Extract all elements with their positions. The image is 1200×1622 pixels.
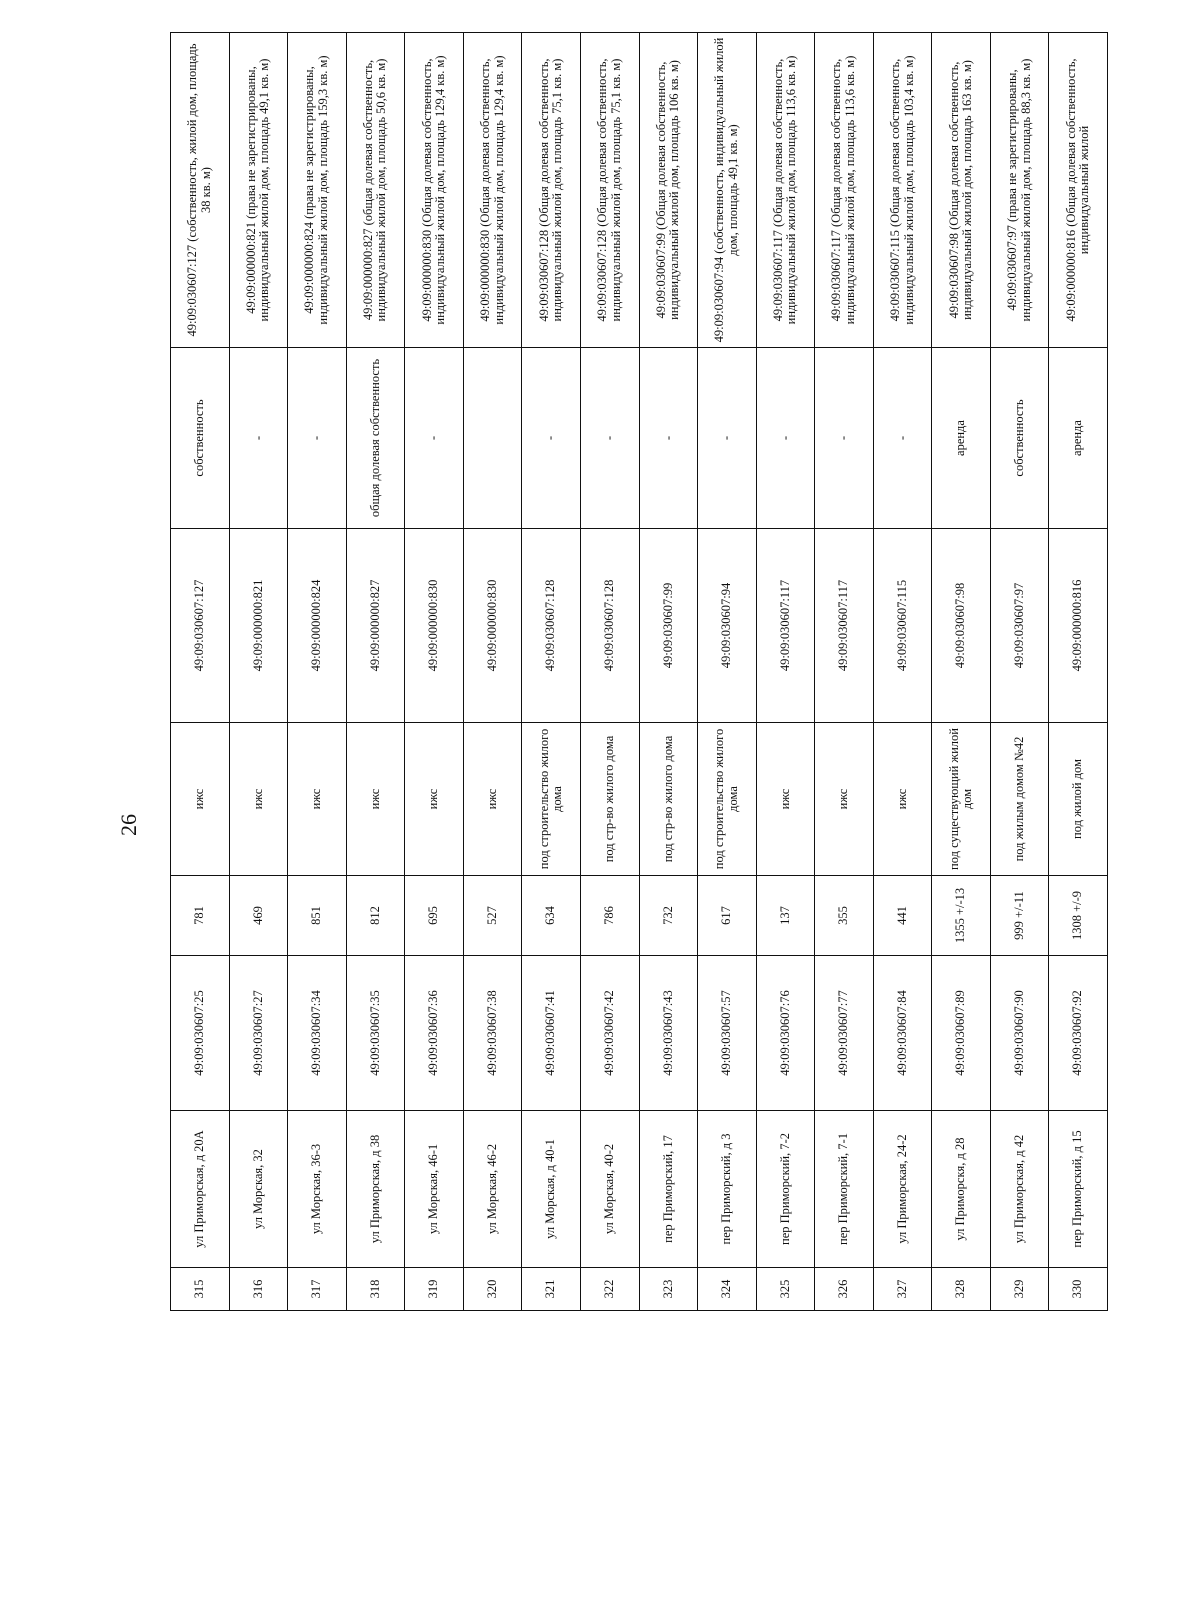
permitted-use-cell: под жилой дом (1049, 723, 1108, 876)
building-number-cell: 49:09:000000:830 (405, 529, 464, 723)
building-number-cell: 49:09:000000:821 (229, 529, 288, 723)
right-type-cell: - (756, 348, 815, 529)
building-info-cell: 49:09:030607:115 (Общая долевая собственность, индивидуальный жилой дом, площадь 103,4 кв. м) (873, 33, 932, 348)
building-info-cell: 49:09:030607:117 (Общая долевая собственность, индивидуальный жилой дом, площадь 113,6 кв. м) (815, 33, 874, 348)
building-info-cell: 49:09:030607:117 (Общая долевая собственность, индивидуальный жилой дом, площадь 113,6 кв. м) (756, 33, 815, 348)
permitted-use-cell: под существующий жилой дом (932, 723, 991, 876)
row-number: 317 (288, 1268, 347, 1311)
table-row (346, 33, 405, 1311)
right-type-cell (463, 348, 522, 529)
building-info-cell: 49:09:030607:128 (Общая долевая собственность, индивидуальный жилой дом, площадь 75,1 кв. м) (522, 33, 581, 348)
permitted-use-cell: под жилым домом №42 (990, 723, 1049, 876)
permitted-use-cell: ижс (463, 723, 522, 876)
permitted-use-cell: ижс (873, 723, 932, 876)
right-type-cell: аренда (1049, 348, 1108, 529)
row-number: 330 (1049, 1268, 1108, 1311)
permitted-use-cell: ижс (405, 723, 464, 876)
address-cell: пер Приморский, д 3 (698, 1111, 757, 1268)
row-number: 318 (346, 1268, 405, 1311)
permitted-use-cell: ижс (346, 723, 405, 876)
table-row (698, 33, 757, 1311)
building-info-cell: 49:09:030607:99 (Общая долевая собственность, индивидуальный жилой дом, площадь 106 кв. м) (639, 33, 698, 348)
building-number-cell: 49:09:000000:816 (1049, 529, 1108, 723)
cadastral-number-cell: 49:09:030607:41 (522, 956, 581, 1111)
address-cell: ул Приморская, д 42 (990, 1111, 1049, 1268)
building-info-cell: 49:09:000000:824 (права не зарегистрированы, индивидуальный жилой дом, площадь 159,3 кв. м) (288, 33, 347, 348)
cadastral-number-cell: 49:09:030607:34 (288, 956, 347, 1111)
building-number-cell: 49:09:000000:827 (346, 529, 405, 723)
table-row (639, 33, 698, 1311)
building-number-cell: 49:09:030607:117 (815, 529, 874, 723)
permitted-use-cell: под строительство жилого дома (698, 723, 757, 876)
building-number-cell: 49:09:030607:98 (932, 529, 991, 723)
area-cell: 1308 +/-9 (1049, 876, 1108, 956)
row-number: 323 (639, 1268, 698, 1311)
cadastral-number-cell: 49:09:030607:36 (405, 956, 464, 1111)
cadastral-number-cell: 49:09:030607:25 (171, 956, 230, 1111)
area-cell: 786 (580, 876, 639, 956)
table-row (932, 33, 991, 1311)
cadastral-number-cell: 49:09:030607:89 (932, 956, 991, 1111)
building-number-cell: 49:09:030607:117 (756, 529, 815, 723)
row-number: 322 (580, 1268, 639, 1311)
address-cell: пер Приморский, 7-2 (756, 1111, 815, 1268)
table-row (756, 33, 815, 1311)
building-info-cell: 49:09:030607:127 (собственность, жилой дом, площадь 38 кв. м) (171, 33, 230, 348)
cadastral-number-cell: 49:09:030607:57 (698, 956, 757, 1111)
building-info-cell: 49:09:000000:821 (права не зарегистрированы, индивидуальный жилой дом, площадь 49,1 кв. м) (229, 33, 288, 348)
table-row (580, 33, 639, 1311)
building-info-cell: 49:09:000000:830 (Общая долевая собственность, индивидуальный жилой дом, площадь 129,4 кв. м) (463, 33, 522, 348)
building-number-cell: 49:09:000000:830 (463, 529, 522, 723)
row-number: 326 (815, 1268, 874, 1311)
permitted-use-cell: ижс (171, 723, 230, 876)
row-number: 324 (698, 1268, 757, 1311)
building-info-cell: 49:09:030607:98 (Общая долевая собственность, индивидуальный жилой дом, площадь 163 кв. м) (932, 33, 991, 348)
cadastral-number-cell: 49:09:030607:27 (229, 956, 288, 1111)
permitted-use-cell: ижс (756, 723, 815, 876)
area-cell: 812 (346, 876, 405, 956)
table-row (1049, 33, 1108, 1311)
table-body (171, 33, 1108, 1311)
area-cell: 695 (405, 876, 464, 956)
address-cell: ул Морская, 46-1 (405, 1111, 464, 1268)
building-info-cell: 49:09:030607:128 (Общая долевая собственность, индивидуальный жилой дом, площадь 75,1 кв. м) (580, 33, 639, 348)
table-row (815, 33, 874, 1311)
address-cell: ул Морская, 40-2 (580, 1111, 639, 1268)
cadastral-number-cell: 49:09:030607:42 (580, 956, 639, 1111)
address-cell: ул Приморская, 24-2 (873, 1111, 932, 1268)
building-number-cell: 49:09:030607:97 (990, 529, 1049, 723)
area-cell: 355 (815, 876, 874, 956)
area-cell: 469 (229, 876, 288, 956)
right-type-cell: - (405, 348, 464, 529)
table-row (288, 33, 347, 1311)
area-cell: 527 (463, 876, 522, 956)
right-type-cell: - (815, 348, 874, 529)
building-number-cell: 49:09:030607:99 (639, 529, 698, 723)
permitted-use-cell: под стр-во жилого дома (580, 723, 639, 876)
area-cell: 617 (698, 876, 757, 956)
row-number: 315 (171, 1268, 230, 1311)
cadastral-number-cell: 49:09:030607:43 (639, 956, 698, 1111)
address-cell: ул Приморская, д 20А (171, 1111, 230, 1268)
building-number-cell: 49:09:000000:824 (288, 529, 347, 723)
table-row (463, 33, 522, 1311)
right-type-cell: - (639, 348, 698, 529)
area-cell: 1355 +/-13 (932, 876, 991, 956)
address-cell: ул Морская, 32 (229, 1111, 288, 1268)
right-type-cell: - (698, 348, 757, 529)
cadastral-number-cell: 49:09:030607:77 (815, 956, 874, 1111)
permitted-use-cell: под стр-во жилого дома (639, 723, 698, 876)
building-info-cell: 49:09:000000:830 (Общая долевая собственность, индивидуальный жилой дом, площадь 129,4 кв. м) (405, 33, 464, 348)
right-type-cell: - (229, 348, 288, 529)
land-plots-table (170, 32, 1108, 1311)
cadastral-number-cell: 49:09:030607:76 (756, 956, 815, 1111)
right-type-cell: - (873, 348, 932, 529)
cadastral-number-cell: 49:09:030607:38 (463, 956, 522, 1111)
right-type-cell: - (580, 348, 639, 529)
row-number: 321 (522, 1268, 581, 1311)
area-cell: 137 (756, 876, 815, 956)
building-info-cell: 49:09:000000:816 (Общая долевая собственность, индивидуальный жилой (1049, 33, 1108, 348)
building-number-cell: 49:09:030607:127 (171, 529, 230, 723)
right-type-cell: собственность (990, 348, 1049, 529)
permitted-use-cell: ижс (815, 723, 874, 876)
page-number: 26 (116, 814, 141, 836)
row-number: 316 (229, 1268, 288, 1311)
row-number: 319 (405, 1268, 464, 1311)
building-number-cell: 49:09:030607:128 (580, 529, 639, 723)
right-type-cell: общая долевая собственность (346, 348, 405, 529)
right-type-cell: - (288, 348, 347, 529)
row-number: 320 (463, 1268, 522, 1311)
permitted-use-cell: ижс (288, 723, 347, 876)
building-number-cell: 49:09:030607:128 (522, 529, 581, 723)
address-cell: ул Морская, 36-3 (288, 1111, 347, 1268)
building-number-cell: 49:09:030607:94 (698, 529, 757, 723)
building-number-cell: 49:09:030607:115 (873, 529, 932, 723)
cadastral-number-cell: 49:09:030607:90 (990, 956, 1049, 1111)
address-cell: пер Приморский, 17 (639, 1111, 698, 1268)
row-number: 325 (756, 1268, 815, 1311)
rotated-table-wrapper (170, 37, 1108, 1311)
building-info-cell: 49:09:030607:97 (права не зарегистрированы, индивидуальный жилой дом, площадь 88,3 кв. м) (990, 33, 1049, 348)
table-row (229, 33, 288, 1311)
row-number: 329 (990, 1268, 1049, 1311)
building-info-cell: 49:09:030607:94 (собственность, индивидуальный жилой дом, площадь 49,1 кв. м) (698, 33, 757, 348)
cadastral-number-cell: 49:09:030607:35 (346, 956, 405, 1111)
cadastral-number-cell: 49:09:030607:84 (873, 956, 932, 1111)
right-type-cell: собственность (171, 348, 230, 529)
area-cell: 999 +/-11 (990, 876, 1049, 956)
table-row (873, 33, 932, 1311)
right-type-cell: аренда (932, 348, 991, 529)
table-row (405, 33, 464, 1311)
area-cell: 781 (171, 876, 230, 956)
cadastral-number-cell: 49:09:030607:92 (1049, 956, 1108, 1111)
permitted-use-cell: под строительство жилого дома (522, 723, 581, 876)
area-cell: 441 (873, 876, 932, 956)
address-cell: ул Морская, д 40-1 (522, 1111, 581, 1268)
row-number: 327 (873, 1268, 932, 1311)
right-type-cell: - (522, 348, 581, 529)
address-cell: ул Приморскя, д 28 (932, 1111, 991, 1268)
permitted-use-cell: ижс (229, 723, 288, 876)
area-cell: 732 (639, 876, 698, 956)
area-cell: 851 (288, 876, 347, 956)
table-row (990, 33, 1049, 1311)
address-cell: пер Приморский, д 15 (1049, 1111, 1108, 1268)
table-row (522, 33, 581, 1311)
address-cell: ул Морская, 46-2 (463, 1111, 522, 1268)
table-row (171, 33, 230, 1311)
row-number: 328 (932, 1268, 991, 1311)
building-info-cell: 49:09:000000:827 (общая долевая собственность, индивидуальный жилой дом, площадь 50,6 кв. м) (346, 33, 405, 348)
area-cell: 634 (522, 876, 581, 956)
address-cell: ул Приморская, д 38 (346, 1111, 405, 1268)
address-cell: пер Приморский, 7-1 (815, 1111, 874, 1268)
